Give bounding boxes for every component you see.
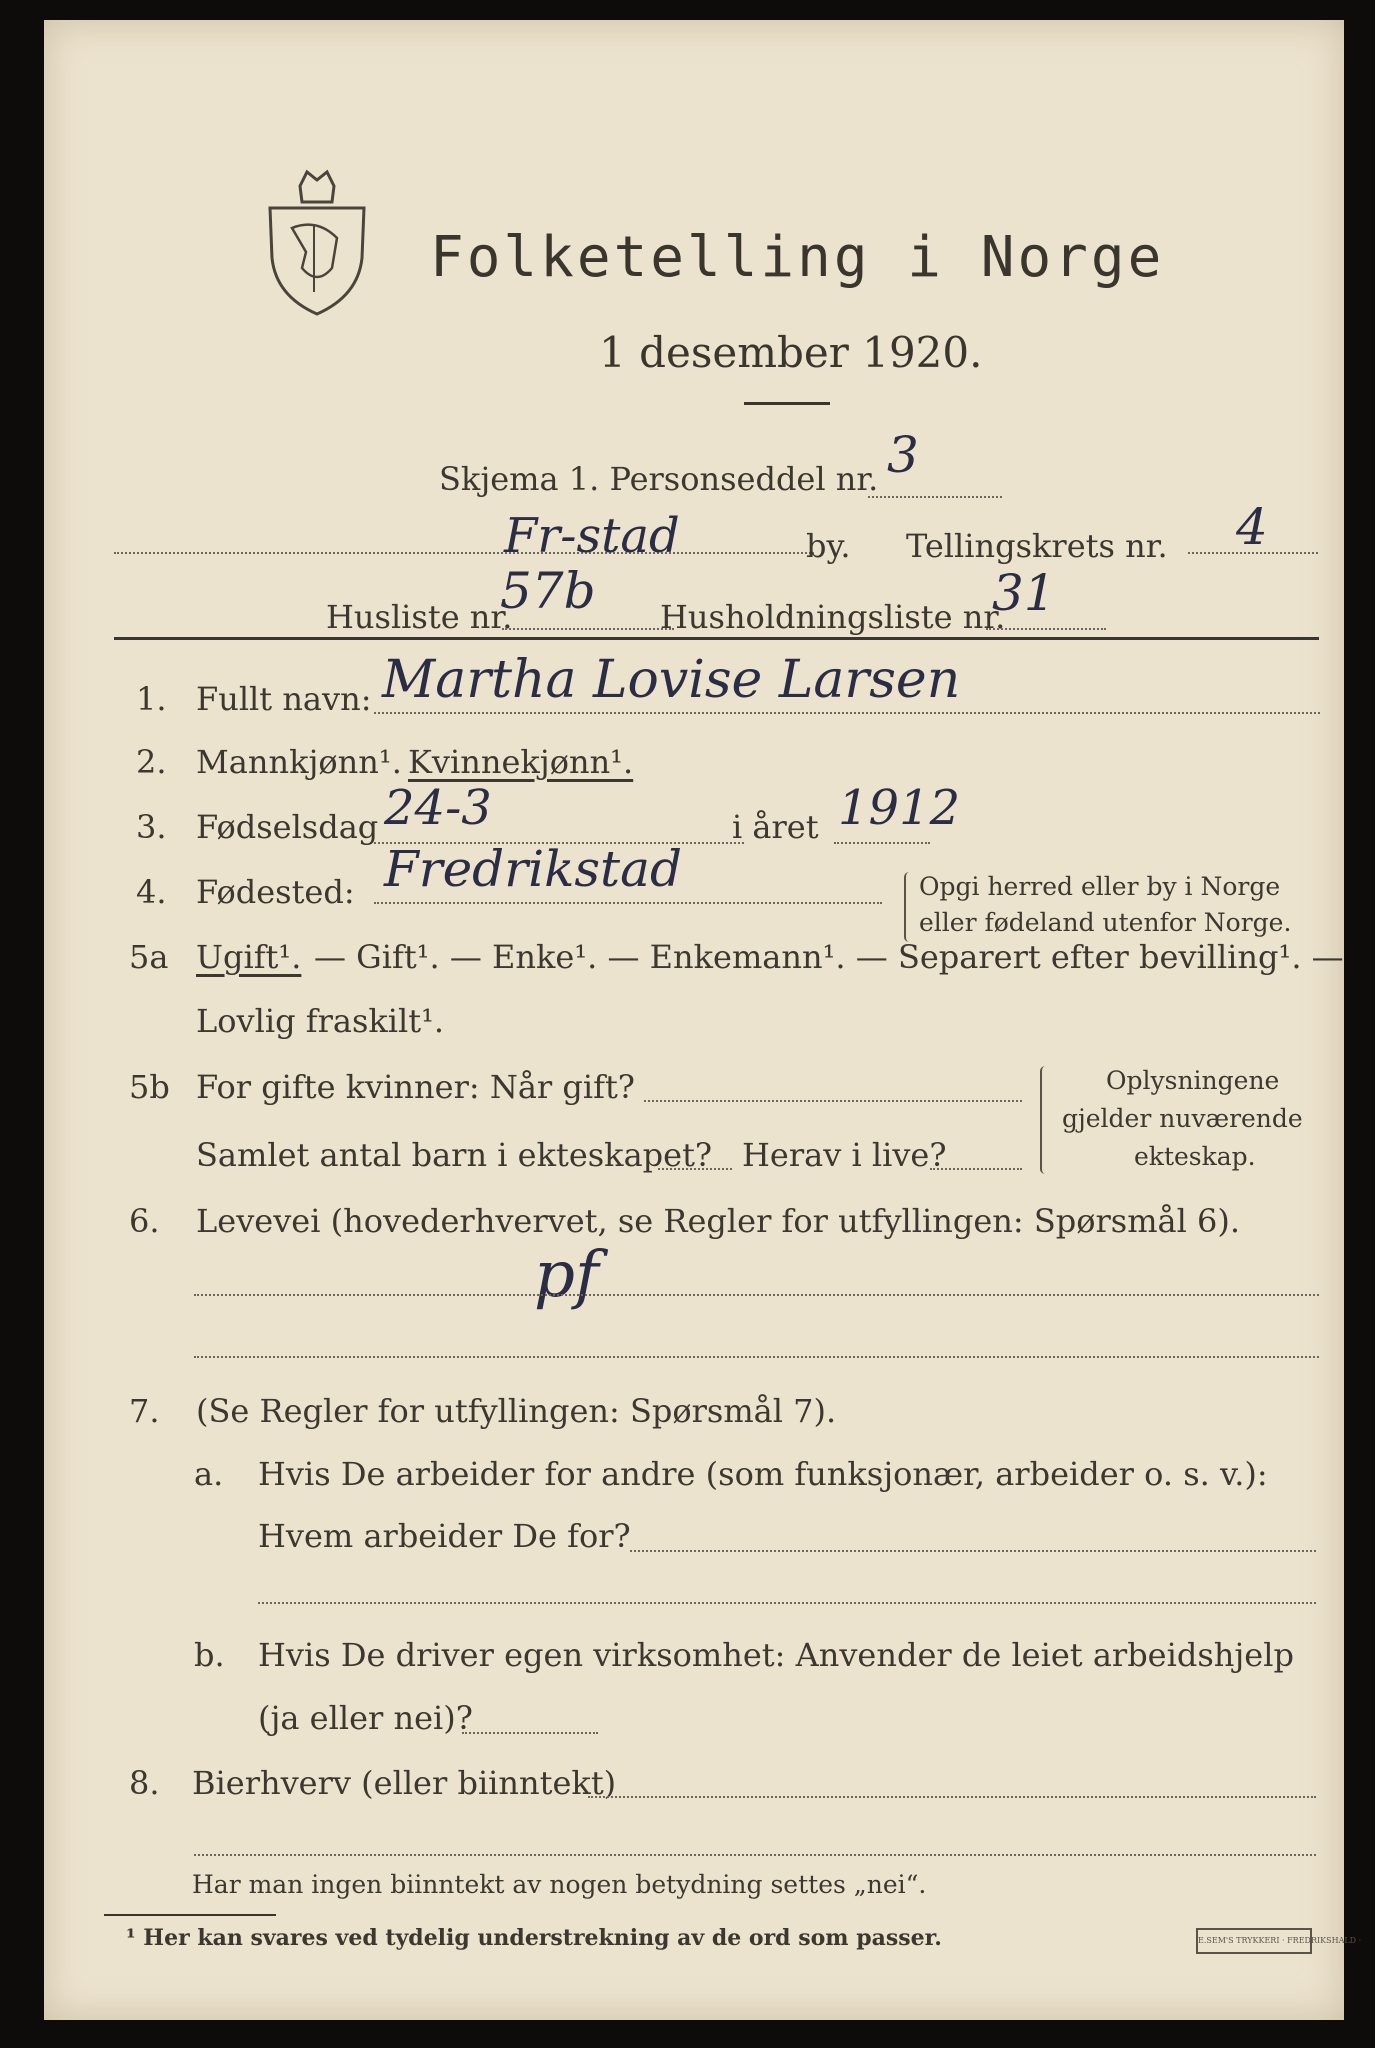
q4-brace [904, 872, 914, 942]
q7-label: (Se Regler for utfyllingen: Spørsmål 7). [196, 1392, 837, 1430]
census-form [44, 20, 1362, 2020]
q4-note-2: eller fødeland utenfor Norge. [919, 908, 1292, 937]
q5b-brace [1040, 1066, 1050, 1174]
q3-value[interactable]: 24-3 [384, 780, 492, 836]
q3-number: 3. [136, 808, 167, 846]
q3-label: Fødselsdag [196, 808, 379, 846]
q4-note-1: Opgi herred eller by i Norge [919, 872, 1281, 901]
q5a-number: 5a [129, 938, 169, 976]
q7a-line-2: Hvem arbeider De for? [258, 1517, 631, 1555]
q4-line [374, 902, 882, 904]
form-title: Folketelling i Norge [430, 225, 1165, 290]
q2-number: 2. [136, 743, 167, 781]
q5b-note-3: ekteskap. [1134, 1142, 1256, 1171]
q6-label: Levevei (hovederhvervet, se Regler for utfyllingen: Spørsmål 6). [196, 1202, 1241, 1240]
q7a-number: a. [194, 1455, 224, 1493]
skjema-line [868, 496, 1002, 498]
q7b-answer-line [462, 1732, 598, 1734]
census-date: 1 desember 1920. [599, 328, 983, 377]
header-rule [114, 637, 1319, 640]
city-line [114, 552, 814, 554]
q1-value[interactable]: Martha Lovise Larsen [382, 650, 961, 710]
q5a-fraskilt[interactable]: Lovlig fraskilt¹. [196, 1002, 445, 1040]
q5b-live-line [930, 1168, 1022, 1170]
q5b-label-live: Herav i live? [742, 1136, 947, 1174]
skjema-nr[interactable]: 3 [887, 426, 919, 484]
title-divider [744, 402, 830, 405]
q2-kvinne[interactable]: Kvinnekjønn¹. [408, 743, 634, 781]
q1-line [374, 712, 1320, 714]
city-value[interactable]: Fr-stad [504, 508, 680, 564]
q8-answer-line [588, 1796, 1316, 1798]
q8-answer-line-2 [194, 1854, 1316, 1856]
q7a-answer-line [630, 1550, 1316, 1552]
q7a-answer-line-2 [258, 1602, 1316, 1604]
q5b-note-1: Oplysningene [1106, 1066, 1280, 1095]
by-label: by. [806, 527, 851, 565]
husliste-label: Husliste nr. [326, 598, 513, 636]
husliste-nr[interactable]: 57b [500, 562, 596, 620]
q5b-label-barn: Samlet antal barn i ekteskapet? [196, 1136, 713, 1174]
husliste-line [502, 628, 674, 630]
q1-label: Fullt navn: [196, 680, 372, 718]
q7a-line-1: Hvis De arbeider for andre (som funksjonær, arbeider o. s. v.): [258, 1455, 1268, 1493]
q8-number: 8. [129, 1764, 160, 1802]
q7b-number: b. [194, 1636, 225, 1674]
husholdning-line [986, 628, 1106, 630]
coat-of-arms-icon [262, 168, 372, 318]
q5a-ugift[interactable]: Ugift¹. [196, 938, 302, 976]
husholdning-label: Husholdningsliste nr. [660, 598, 1006, 636]
q5a-options[interactable]: — Gift¹. — Enke¹. — Enkemann¹. — Separert efter bevilling¹. — [314, 938, 1344, 976]
q4-label: Fødested: [196, 873, 355, 911]
q5b-note-2: gjelder nuværende [1062, 1104, 1303, 1133]
q6-line-2 [194, 1356, 1319, 1358]
q5b-number: 5b [129, 1068, 170, 1106]
q8-label: Bierhverv (eller biinntekt) [192, 1764, 617, 1802]
tellingskrets-label: Tellingskrets nr. [906, 527, 1168, 565]
q3-year-label: i året [732, 808, 819, 846]
q4-value[interactable]: Fredrikstad [384, 840, 682, 898]
printer-stamp: E.SEM'S TRYKKERI · FREDRIKSHALD · [1196, 1928, 1312, 1954]
skjema-label: Skjema 1. Personseddel nr. [439, 460, 879, 498]
q6-number: 6. [129, 1202, 160, 1240]
q1-number: 1. [136, 680, 167, 718]
q5b-barn-line [658, 1168, 732, 1170]
q6-line-1 [194, 1294, 1319, 1296]
tellingskrets-nr[interactable]: 4 [1236, 498, 1268, 556]
q7-number: 7. [129, 1392, 160, 1430]
q2-mann[interactable]: Mannkjønn¹. [196, 743, 402, 781]
footnote-rule [104, 1914, 276, 1916]
q7b-line-1: Hvis De driver egen virksomhet: Anvender de leiet arbeidshjelp [258, 1636, 1294, 1674]
footnote: ¹ Her kan svares ved tydelig understrekning av de ord som passer. [126, 1925, 942, 1951]
q5b-label-gift: For gifte kvinner: Når gift? [196, 1068, 635, 1106]
q5b-gift-line [644, 1100, 1022, 1102]
q8-note: Har man ingen biinntekt av nogen betydning settes „nei“. [192, 1870, 927, 1899]
q3-year[interactable]: 1912 [838, 780, 961, 836]
q3-year-line [834, 842, 930, 844]
q4-number: 4. [136, 873, 167, 911]
tellingskrets-line [1188, 552, 1318, 554]
husholdning-nr[interactable]: 31 [992, 564, 1056, 622]
q7b-line-2: (ja eller nei)? [258, 1699, 473, 1737]
q6-value[interactable]: pf [534, 1238, 599, 1312]
